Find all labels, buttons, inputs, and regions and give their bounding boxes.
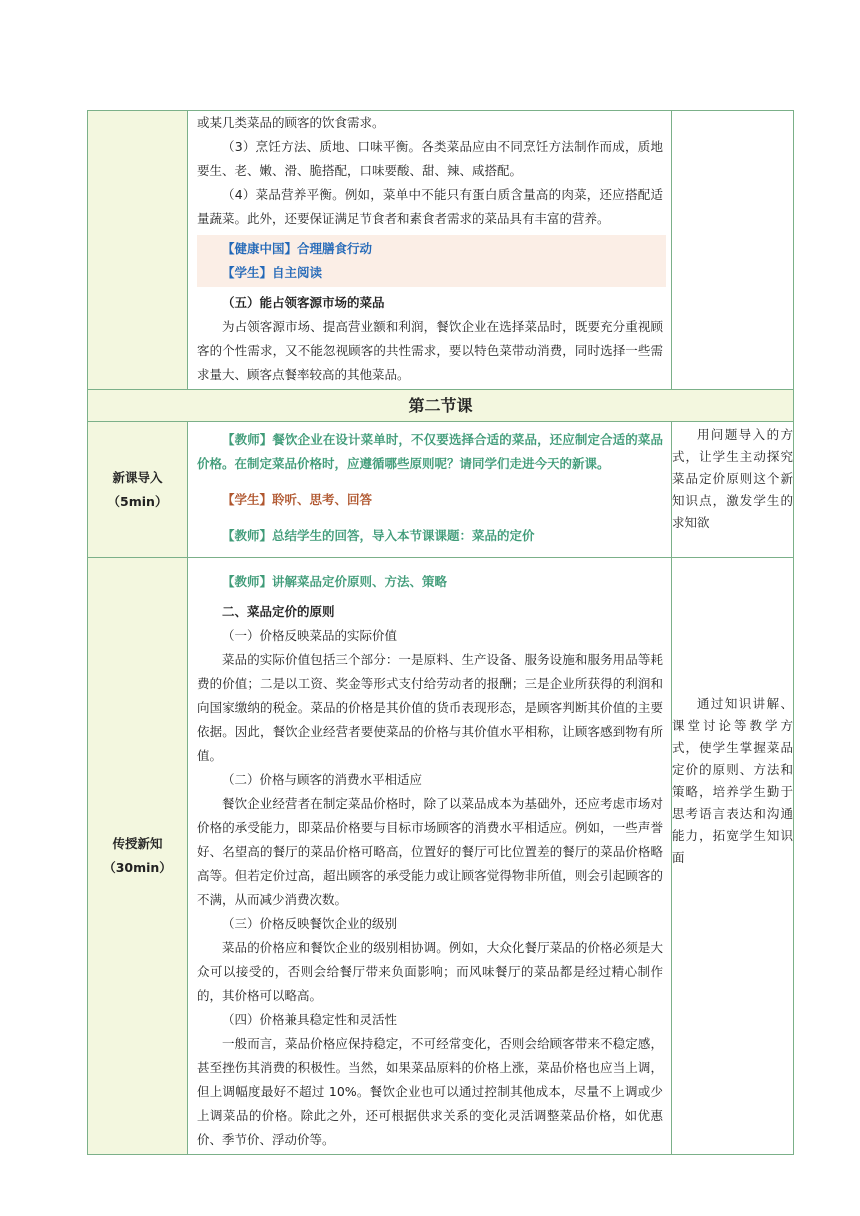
teacher-lecture: 【教师】讲解菜品定价原则、方法、策略	[222, 574, 448, 589]
stage-time: （30min）	[103, 860, 172, 875]
stage-time: （5min）	[107, 493, 168, 509]
continuation-row	[88, 111, 794, 390]
principle-title: （三）价格反映餐饮企业的级别	[222, 916, 398, 931]
teaching-content-cell	[188, 558, 672, 1155]
continuation-note-cell	[672, 111, 794, 390]
subsection-heading: （五）能占领客源市场的菜品	[222, 295, 385, 310]
principle-title: （二）价格与顾客的消费水平相适应	[222, 772, 423, 787]
section-heading: 二、菜品定价的原则	[222, 604, 335, 619]
paragraph: 一般而言，菜品价格应保持稳定，不可经常变化，否则会给顾客带来不稳定感，甚至挫伤其消费的积极性。当然，如果菜品原料的价格上涨，菜品价格也应当上调，但上调幅度最好不超过 10%。餐饮企业也可以通过控制其他成本，尽量不上调或少上调菜品的价格。除此之外，还可根据供求关系的变化灵活调整菜品价格，如优惠价、季节价、浮动价等。	[197, 1036, 663, 1147]
paragraph: 为占领客源市场、提高营业额和利润，餐饮企业在选择菜品时，既要充分重视顾客的个性需求，又不能忽视顾客的共性需求，要以特色菜带动消费，同时选择一些需求量大、顾客点餐率较高的其他菜品。	[197, 319, 663, 382]
intro-note: 用问题导入的方式，让学生主动探究菜品定价原则这个新知识点，激发学生的求知欲	[672, 427, 793, 530]
paragraph: 餐饮企业经营者在制定菜品价格时，除了以菜品成本为基础外，还应考虑市场对价格的承受能力，即菜品价格要与目标市场顾客的消费水平相适应。例如，一些声誉好、名望高的餐厅的菜品价格可略高，位置好的餐厅可比位置差的餐厅的菜品价格略高等。但若定价过高，超出顾客的承受能力或让顾客觉得物非所值，则会引起顾客的不满，从而减少消费次数。	[197, 796, 663, 907]
teaching-note: 通过知识讲解、课堂讨论等教学方式，使学生掌握菜品定价的原则、方法和策略，培养学生勤于思考语言表达和沟通能力，拓宽学生知识面	[672, 696, 793, 865]
lesson-plan-table	[87, 110, 794, 1155]
principle-title: （四）价格兼具稳定性和灵活性	[222, 1012, 398, 1027]
student-reading-tag: 【学生】自主阅读	[222, 265, 323, 280]
teaching-stage-cell	[88, 558, 188, 1155]
teacher-intro: 【教师】餐饮企业在设计菜单时，不仅要选择合适的菜品，还应制定合适的菜品价格。在制定菜品价格时，应遵循哪些原则呢？请同学们走进今天的新课。	[197, 432, 663, 471]
section-title-row	[88, 390, 794, 422]
student-activity: 【学生】聆听、思考、回答	[222, 492, 373, 507]
intro-content-cell	[188, 422, 672, 558]
continuation-content-cell	[188, 111, 672, 390]
paragraph: 菜品的价格应和餐饮企业的级别相协调。例如，大众化餐厅菜品的价格必须是大众可以接受的，否则会给餐厅带来负面影响；而风味餐厅的菜品都是经过精心制作的，其价格可以略高。	[197, 940, 663, 1003]
intro-stage-cell	[88, 422, 188, 558]
continuation-stage-cell	[88, 111, 188, 390]
health-china-tag: 【健康中国】合理膳食行动	[222, 241, 373, 256]
teacher-summary: 【教师】总结学生的回答，导入本节课课题：菜品的定价	[222, 528, 535, 543]
stage-name: 传授新知	[112, 836, 163, 851]
highlight-box	[197, 235, 666, 287]
intro-note-cell	[672, 422, 794, 558]
principle-title: （一）价格反映菜品的实际价值	[222, 628, 398, 643]
stage-name: 新课导入	[112, 469, 163, 485]
teaching-note-cell	[672, 558, 794, 1155]
teaching-row	[88, 558, 794, 1155]
paragraph: （4）菜品营养平衡。例如，菜单中不能只有蛋白质含量高的肉菜，还应搭配适量蔬菜。此外，还要保证满足节食者和素食者需求的菜品具有丰富的营养。	[197, 187, 663, 226]
paragraph: 或某几类菜品的顾客的饮食需求。	[197, 115, 385, 130]
section-title: 第二节课	[88, 390, 794, 422]
paragraph: 菜品的实际价值包括三个部分：一是原料、生产设备、服务设施和服务用品等耗费的价值；二是以工资、奖金等形式支付给劳动者的报酬；三是企业所获得的利润和向国家缴纳的税金。菜品的价格是其价值的货币表现形态，是顾客判断其价值的主要依据。因此，餐饮企业经营者要使菜品的价格与其价值水平相称，让顾客感到物有所值。	[197, 652, 663, 763]
intro-row	[88, 422, 794, 558]
paragraph: （3）烹饪方法、质地、口味平衡。各类菜品应由不同烹饪方法制作而成，质地要生、老、嫩、滑、脆搭配，口味要酸、甜、辣、咸搭配。	[197, 139, 663, 178]
